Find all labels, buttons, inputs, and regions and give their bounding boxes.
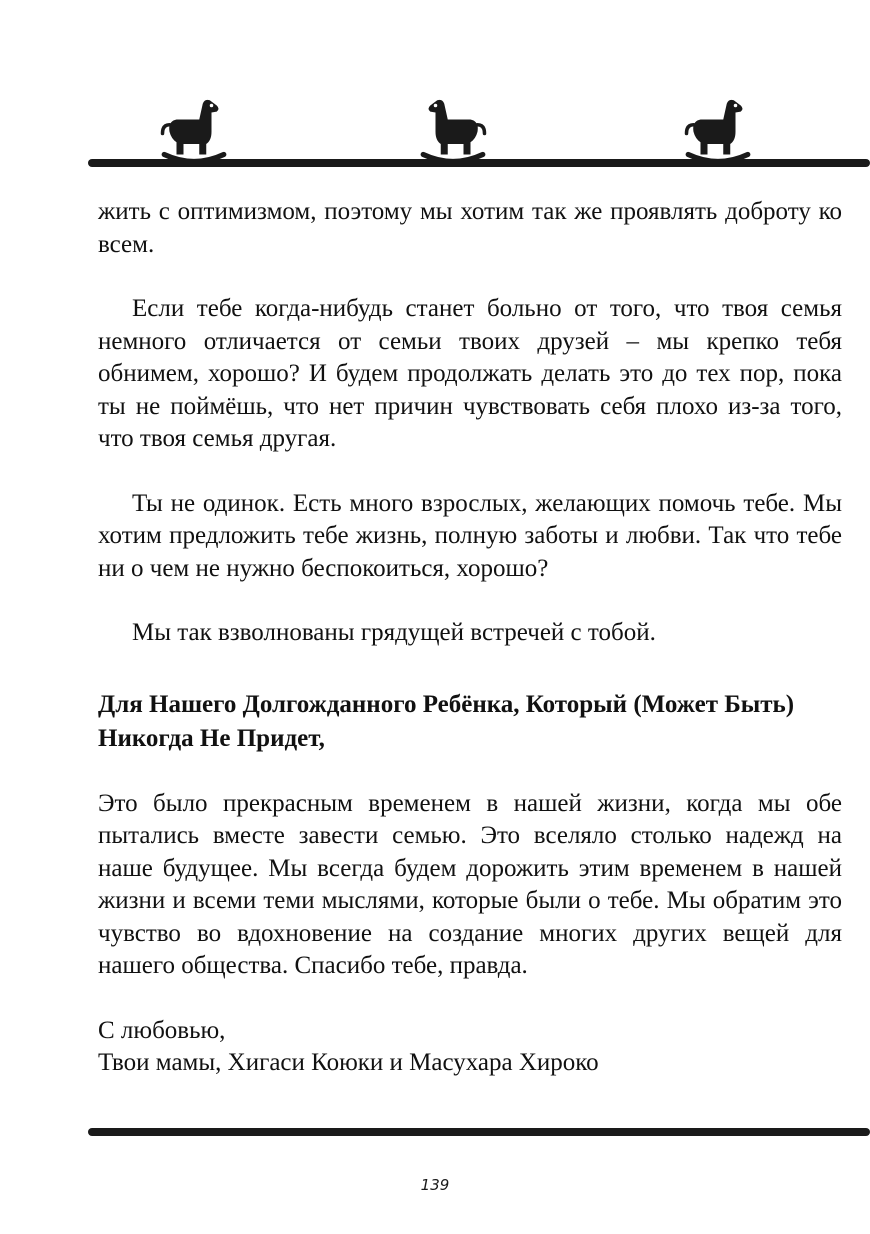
page-content bbox=[98, 196, 842, 1080]
page-number: 139 bbox=[420, 1176, 450, 1194]
letter-body: Это было прекрасным временем в нашей жизни, когда мы обе пытались вместе завести семью. Это вселяло столько надежд на наше будущее. Мы всегда будем дорожить этим временем в нашей жизни и всеми теми мыслями, которые были о тебе. Мы обратим это чувство во вдохновение на создание многих других вещей для нашего общества. Спасибо тебе, правда. bbox=[98, 789, 842, 979]
header-divider bbox=[88, 159, 870, 167]
footer-divider bbox=[88, 1128, 870, 1136]
letter-closing: С любовью, bbox=[98, 1016, 226, 1044]
paragraph-excited: Мы так взволнованы грядущей встречей с тобой. bbox=[132, 619, 656, 646]
paragraph-family: Если тебе когда-нибудь станет больно от того, что твоя семья немного отличается от семьи твоих друзей – мы крепко тебя обнимем, хорошо? И будем продолжать делать это до тех пор, пока ты не поймёшь, что нет причин чувствовать себя плохо из-за того, что твоя семья другая. bbox=[98, 295, 842, 452]
rocking-horse-icon bbox=[682, 95, 754, 165]
rocking-horse-icon bbox=[417, 95, 489, 165]
rocking-horse-icon bbox=[158, 95, 230, 165]
letter-heading: Для Нашего Долгожданного Ребёнка, Который (Может Быть) Никогда Не Придет, bbox=[98, 690, 795, 752]
paragraph-not-alone: Ты не одинок. Есть много взрослых, желающих помочь тебе. Мы хотим предложить тебе жизнь, полную заботы и любви. Так что тебе ни о чем не нужно беспокоиться, хорошо? bbox=[98, 489, 842, 582]
paragraph-continuation: жить с оптимизмом, поэтому мы хотим так же проявлять доброту ко всем. bbox=[98, 198, 842, 258]
letter-signature: Твои мамы, Хигаси Коюки и Масухара Хироко bbox=[98, 1049, 599, 1076]
